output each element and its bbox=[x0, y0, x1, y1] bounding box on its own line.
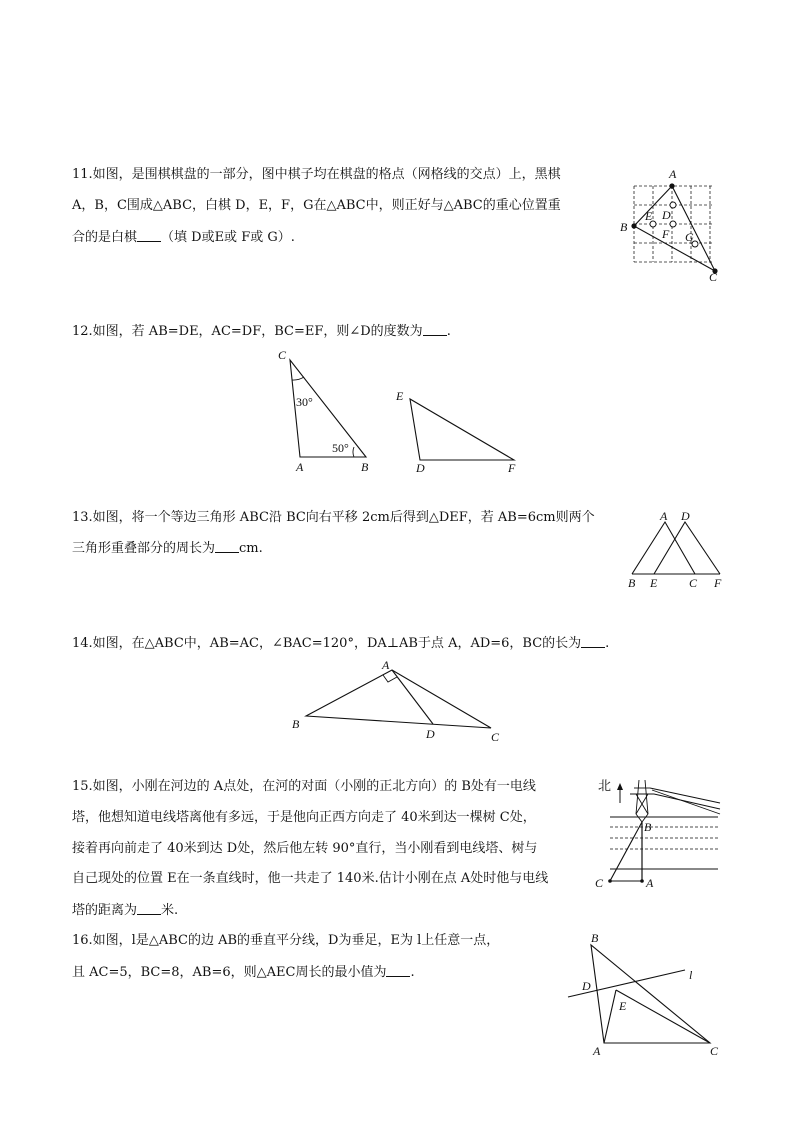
q13-label-c: C bbox=[689, 576, 698, 590]
q14-text-line1 bbox=[72, 634, 609, 653]
q12-angle-c-label: 30° bbox=[296, 395, 313, 409]
q12-label-d: D bbox=[416, 461, 425, 475]
q15-label-a: A bbox=[646, 876, 654, 890]
q15-north-arrowhead bbox=[617, 783, 623, 790]
q15-river-tower-figure bbox=[592, 770, 726, 892]
q11-white-stone-d bbox=[670, 202, 676, 208]
q12-label-b: B bbox=[361, 460, 369, 474]
q16-text-line2-end: . bbox=[410, 965, 415, 980]
q11-label-f: F bbox=[662, 227, 670, 241]
q11-label-c: C bbox=[709, 270, 718, 284]
q11-white-stone-f bbox=[670, 221, 676, 227]
q16-text-line2 bbox=[72, 963, 415, 982]
q13-label-e: E bbox=[650, 576, 658, 590]
q15-text-line5 bbox=[72, 901, 178, 920]
q11-answer-blank bbox=[137, 228, 161, 242]
q13-triangle-def bbox=[654, 522, 720, 574]
q12-angle-b-label: 50° bbox=[332, 441, 349, 455]
q15-power-tower-icon bbox=[630, 780, 720, 822]
q15-text-line5-end: 米. bbox=[161, 903, 179, 918]
q16-text-line1: 16.如图，l是△ABC的边 AB的垂直平分线，D为垂足，E为 l上任意一点， bbox=[72, 933, 500, 948]
q15-label-c: C bbox=[595, 876, 604, 890]
q13-label-b: B bbox=[628, 576, 636, 590]
q14-text-line1-end: . bbox=[605, 636, 610, 651]
q12-answer-blank bbox=[423, 322, 447, 336]
q11-go-board-figure bbox=[612, 164, 724, 284]
q13-text-line2-start: 三角形重叠部分的周长为 bbox=[72, 541, 216, 556]
q11-black-stone-b bbox=[631, 223, 636, 228]
q13-label-a: A bbox=[660, 509, 668, 523]
q16-label-e: E bbox=[619, 999, 627, 1013]
q15-answer-blank bbox=[137, 901, 161, 915]
q13-text-line2 bbox=[72, 539, 263, 558]
q14-label-b: B bbox=[292, 717, 300, 731]
q15-point-a bbox=[640, 879, 644, 883]
q11-label-b: B bbox=[620, 220, 628, 234]
q12-text-line1 bbox=[72, 322, 451, 341]
q15-text-line5-start: 塔的距离为 bbox=[72, 903, 138, 918]
q11-label-e: E bbox=[645, 209, 653, 223]
q15-north-label: 北 bbox=[598, 778, 612, 793]
q12-label-f: F bbox=[508, 461, 516, 475]
q11-label-a: A bbox=[669, 167, 677, 181]
q15-text-line2: 塔，他想知道电线塔离他有多远，于是他向正西方向走了 40米到达一棵树 C处， bbox=[72, 810, 536, 825]
q16-segment-ec bbox=[616, 990, 710, 1043]
q11-text-line2: A，B，C围成△ABC，白棋 D，E，F，G在△ABC中，则正好与△ABC的重心位置重 bbox=[72, 198, 561, 213]
q13-text-line2-end: cm. bbox=[239, 541, 263, 556]
q12-triangle-def bbox=[410, 399, 514, 460]
q11-label-g: G bbox=[685, 230, 694, 244]
q16-label-a: A bbox=[593, 1044, 601, 1058]
q11-text-line3 bbox=[72, 228, 295, 247]
q15-text-line4: 自己现处的位置 E在一条直线时，他一共走了 140米.估计小刚在点 A处时他与电线 bbox=[72, 871, 549, 886]
q12-label-c: C bbox=[278, 348, 287, 362]
q15-label-b: B bbox=[644, 820, 652, 834]
q14-text-line1-start: 14.如图，在△ABC中，AB=AC，∠BAC=120°，DA⊥AB于点 A，AD=6，BC的长为 bbox=[72, 636, 582, 651]
q13-text-line1: 13.如图，将一个等边三角形 ABC沿 BC向右平移 2cm后得到△DEF，若 AB=6cm则两个 bbox=[72, 510, 595, 525]
q15-text-line3: 接着再向前走了 40米到达 D处，然后他左转 90°直行，当小刚看到电线塔、树与 bbox=[72, 841, 538, 856]
q16-text-line2-start: 且 AC=5，BC=8，AB=6，则△AEC周长的最小值为 bbox=[72, 965, 387, 980]
q11-text-line3-end: （填 D或E或 F或 G）. bbox=[161, 230, 295, 245]
q14-label-a: A bbox=[382, 658, 390, 672]
q11-text-line3-start: 合的是白棋 bbox=[72, 230, 138, 245]
q16-label-l: l bbox=[689, 968, 693, 982]
q14-answer-blank bbox=[581, 634, 605, 648]
q12-angle-c-arc bbox=[292, 377, 304, 380]
q14-segment-ad bbox=[392, 670, 433, 724]
q14-label-c: C bbox=[491, 730, 500, 744]
q16-triangle-abc bbox=[591, 945, 710, 1043]
q13-label-f: F bbox=[714, 576, 722, 590]
q14-triangle-figure bbox=[285, 654, 510, 746]
q13-translated-triangles-figure bbox=[620, 506, 730, 592]
q16-label-b: B bbox=[591, 931, 599, 945]
q12-label-a: A bbox=[296, 460, 304, 474]
q16-answer-blank bbox=[386, 963, 410, 977]
q13-label-d: D bbox=[681, 509, 690, 523]
q11-text-line1: 11.如图，是围棋棋盘的一部分，图中棋子均在棋盘的格点（网格线的交点）上，黑棋 bbox=[72, 167, 561, 182]
q12-text-line1-end: . bbox=[446, 324, 451, 339]
q16-label-d: D bbox=[582, 979, 591, 993]
q11-triangle-abc bbox=[634, 186, 715, 271]
q13-triangle-abc bbox=[632, 522, 695, 574]
q11-black-stone-a bbox=[669, 183, 674, 188]
q11-label-d: D bbox=[662, 208, 671, 222]
q15-text-line1: 15.如图，小刚在河边的 A点处，在河的对面（小刚的正北方向）的 B处有一电线 bbox=[72, 779, 536, 794]
q15-point-c bbox=[608, 879, 612, 883]
q12-angle-b-arc bbox=[353, 447, 354, 457]
q16-perpendicular-bisector-figure bbox=[563, 926, 733, 1060]
q12-triangles-figure bbox=[270, 344, 530, 476]
q12-label-e: E bbox=[396, 389, 404, 403]
q15-sight-triangle bbox=[610, 822, 642, 881]
q16-label-c: C bbox=[710, 1044, 719, 1058]
q13-answer-blank bbox=[215, 539, 239, 553]
q12-text-line1-start: 12.如图，若 AB=DE，AC=DF，BC=EF，则∠D的度数为 bbox=[72, 324, 423, 339]
q14-right-angle-mark bbox=[383, 675, 397, 682]
q14-label-d: D bbox=[426, 727, 435, 741]
q16-segment-ae bbox=[604, 990, 616, 1043]
